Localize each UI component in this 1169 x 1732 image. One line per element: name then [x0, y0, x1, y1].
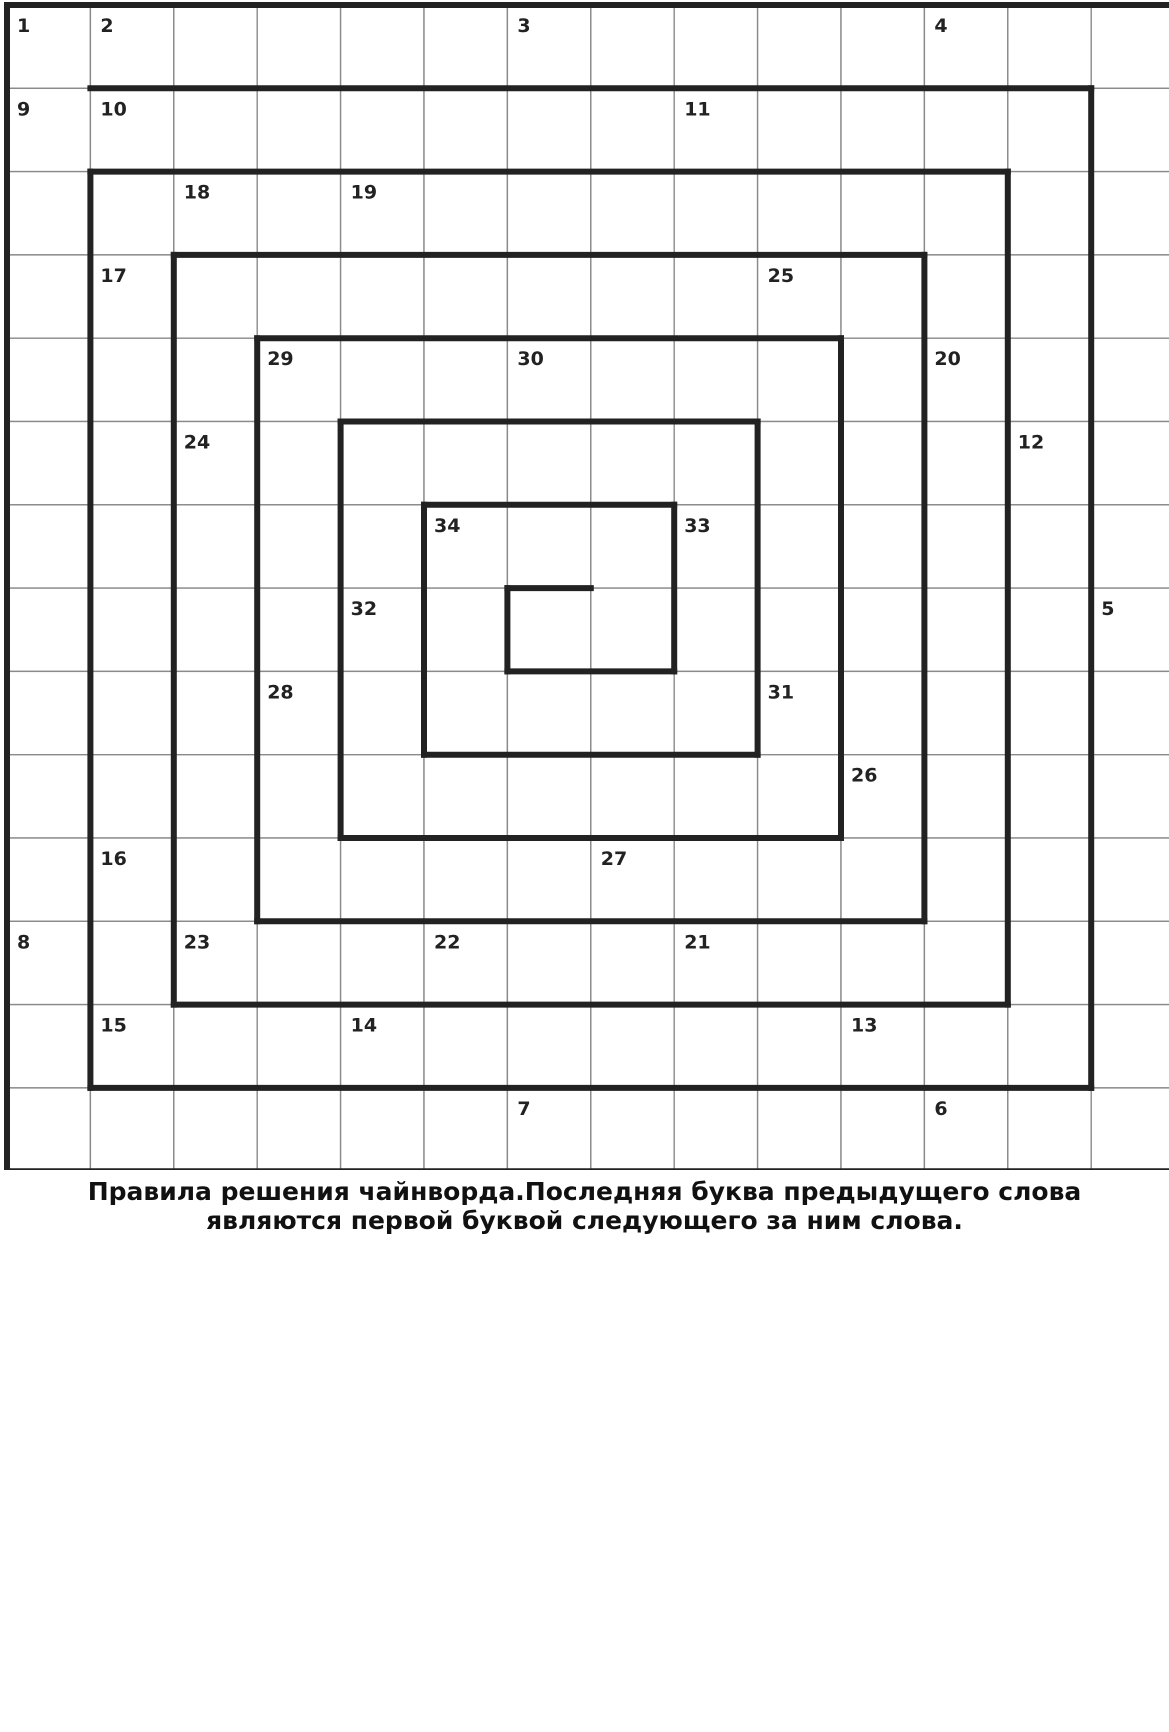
grid-cell[interactable] [591, 671, 674, 754]
grid-cell[interactable] [90, 921, 173, 1004]
grid-cell[interactable] [257, 1088, 340, 1170]
grid-cell[interactable] [174, 671, 257, 754]
grid-cell[interactable] [841, 338, 924, 421]
grid-cell[interactable] [90, 338, 173, 421]
grid-cell[interactable] [1091, 5, 1169, 88]
clue-number: 20 [934, 348, 961, 371]
grid-cell[interactable] [7, 1088, 90, 1170]
grid-cell[interactable] [674, 671, 757, 754]
grid-cell[interactable] [924, 255, 1007, 338]
grid-cell[interactable] [174, 755, 257, 838]
grid-cell[interactable] [424, 88, 507, 171]
grid-cell[interactable] [841, 88, 924, 171]
grid-cell[interactable] [674, 1088, 757, 1170]
grid-cell[interactable] [758, 1005, 841, 1088]
grid-cell[interactable] [841, 838, 924, 921]
clue-number: 12 [1017, 431, 1045, 454]
grid-cell[interactable] [341, 5, 424, 88]
clue-number: 31 [767, 681, 795, 704]
grid-cell[interactable] [7, 422, 90, 505]
grid-cell[interactable] [841, 5, 924, 88]
grid-cell[interactable] [924, 88, 1007, 171]
grid-cell[interactable] [591, 255, 674, 338]
grid-cell[interactable] [674, 588, 757, 671]
grid-cell[interactable] [341, 338, 424, 421]
grid-cell[interactable] [1091, 338, 1169, 421]
grid-cell[interactable] [1008, 5, 1091, 88]
grid-cell[interactable] [1008, 255, 1091, 338]
grid-cell[interactable] [424, 255, 507, 338]
clue-number: 7 [517, 1097, 531, 1120]
grid-cell[interactable] [257, 838, 340, 921]
grid-cell[interactable] [424, 5, 507, 88]
grid-cell[interactable] [341, 921, 424, 1004]
clue-number: 16 [100, 848, 127, 870]
grid-cell[interactable] [507, 838, 590, 921]
grid-cell[interactable] [1091, 88, 1169, 171]
grid-cell[interactable] [257, 1005, 340, 1088]
clue-number: 18 [183, 181, 211, 204]
grid-cell[interactable] [674, 5, 757, 88]
clue-number: 27 [600, 848, 628, 870]
grid-cell[interactable] [507, 755, 590, 838]
grid-cell[interactable] [1091, 255, 1169, 338]
clue-number: 3 [517, 15, 531, 37]
grid-cell[interactable] [758, 1088, 841, 1170]
clue-number: 17 [100, 264, 127, 287]
grid-cell[interactable] [1008, 1088, 1091, 1170]
clue-number: 33 [684, 514, 711, 537]
grid-cell[interactable] [174, 1005, 257, 1088]
grid-cell[interactable] [257, 172, 340, 255]
grid-cell[interactable] [674, 422, 757, 505]
grid-cell[interactable] [507, 422, 590, 505]
grid-cell[interactable] [841, 505, 924, 588]
grid-cell[interactable] [424, 1088, 507, 1170]
clue-number: 4 [934, 15, 948, 37]
grid-cell[interactable] [90, 1088, 173, 1170]
grid-cell[interactable] [758, 172, 841, 255]
grid-cell[interactable] [758, 505, 841, 588]
grid-cell[interactable] [90, 172, 173, 255]
grid-cell[interactable] [507, 255, 590, 338]
grid-cell[interactable] [7, 255, 90, 338]
grid-cell[interactable] [424, 671, 507, 754]
grid-cell[interactable] [507, 1005, 590, 1088]
clue-number: 29 [267, 348, 294, 371]
grid-cell[interactable] [758, 921, 841, 1004]
grid-cell[interactable] [1008, 338, 1091, 421]
grid-cell[interactable] [341, 88, 424, 171]
grid-cell[interactable] [7, 338, 90, 421]
grid-cell[interactable] [341, 838, 424, 921]
grid-cell[interactable] [257, 5, 340, 88]
grid-cell[interactable] [7, 755, 90, 838]
grid-cell[interactable] [1008, 505, 1091, 588]
grid-cell[interactable] [257, 755, 340, 838]
grid-cell[interactable] [924, 422, 1007, 505]
grid-cell[interactable] [257, 588, 340, 671]
clue-number: 6 [934, 1097, 948, 1120]
grid-cell[interactable] [7, 172, 90, 255]
clue-number: 2 [100, 15, 114, 37]
grid-cell[interactable] [1091, 1088, 1169, 1170]
grid-cell[interactable] [758, 338, 841, 421]
grid-cell[interactable] [341, 1088, 424, 1170]
grid-cell[interactable] [341, 505, 424, 588]
grid-cell[interactable] [841, 255, 924, 338]
grid-cell[interactable] [841, 1088, 924, 1170]
grid-cell[interactable] [841, 422, 924, 505]
clue-number: 19 [350, 181, 378, 204]
grid-cell[interactable] [1008, 1005, 1091, 1088]
clue-number: 28 [267, 681, 294, 704]
grid-cell[interactable] [1008, 588, 1091, 671]
clue-number: 22 [434, 931, 461, 954]
clue-number: 15 [100, 1014, 127, 1037]
grid-cell[interactable] [1008, 838, 1091, 921]
grid-cell[interactable] [1091, 838, 1169, 921]
grid-cell[interactable] [924, 755, 1007, 838]
grid-cell[interactable] [424, 422, 507, 505]
grid-cell[interactable] [674, 755, 757, 838]
grid-cell[interactable] [257, 921, 340, 1004]
grid-cell[interactable] [341, 422, 424, 505]
clue-number: 30 [517, 348, 544, 371]
grid-cell[interactable] [424, 1005, 507, 1088]
grid-cell[interactable] [174, 5, 257, 88]
grid-cell[interactable] [90, 755, 173, 838]
grid-cell[interactable] [591, 338, 674, 421]
grid-cell[interactable] [174, 1088, 257, 1170]
grid-cell[interactable] [90, 671, 173, 754]
grid-cell[interactable] [758, 422, 841, 505]
grid-cell[interactable] [924, 838, 1007, 921]
grid-cell[interactable] [1091, 505, 1169, 588]
grid-cell[interactable] [424, 755, 507, 838]
grid-cell[interactable] [758, 5, 841, 88]
grid-cell[interactable] [1008, 755, 1091, 838]
clue-number: 34 [434, 514, 461, 537]
grid-cell[interactable] [507, 921, 590, 1004]
grid-cell[interactable] [591, 172, 674, 255]
grid-cell[interactable] [758, 755, 841, 838]
grid-cell[interactable] [7, 505, 90, 588]
grid-cell[interactable] [174, 88, 257, 171]
grid-cell[interactable] [7, 671, 90, 754]
grid-cell[interactable] [1091, 172, 1169, 255]
clue-number: 25 [767, 264, 795, 287]
grid-cell[interactable] [174, 588, 257, 671]
clue-number: 13 [851, 1014, 878, 1037]
rules-caption: Правила решения чайнворда.Последняя буква предыдущего слова являются первой буквой следующего за ним слова. [87, 1177, 1082, 1235]
grid-cell[interactable] [1091, 755, 1169, 838]
grid-cell[interactable] [841, 671, 924, 754]
grid-cell[interactable] [924, 172, 1007, 255]
grid-cell[interactable] [341, 671, 424, 754]
grid-cell[interactable] [507, 588, 590, 671]
grid-cell[interactable] [90, 422, 173, 505]
grid-cell[interactable] [758, 588, 841, 671]
grid-cell[interactable] [924, 921, 1007, 1004]
grid-cell[interactable] [7, 588, 90, 671]
clue-number: 32 [350, 598, 378, 621]
grid-cell[interactable] [257, 88, 340, 171]
grid-cell[interactable] [841, 921, 924, 1004]
grid-cell[interactable] [758, 88, 841, 171]
clue-number: 1 [17, 15, 31, 37]
grid-cell[interactable] [424, 588, 507, 671]
clue-number: 21 [684, 931, 711, 954]
grid-cell[interactable] [257, 255, 340, 338]
clue-number: 9 [17, 98, 31, 121]
grid-cell[interactable] [174, 838, 257, 921]
grid-cell[interactable] [674, 838, 757, 921]
grid-cell[interactable] [174, 505, 257, 588]
grid-cell[interactable] [507, 172, 590, 255]
grid-cell[interactable] [841, 172, 924, 255]
grid-cell[interactable] [1091, 422, 1169, 505]
grid-cell[interactable] [924, 505, 1007, 588]
grid-cell[interactable] [591, 88, 674, 171]
grid-cell[interactable] [341, 255, 424, 338]
grid-cell[interactable] [674, 1005, 757, 1088]
grid-cell[interactable] [1091, 671, 1169, 754]
grid-cell[interactable] [591, 1005, 674, 1088]
grid-cell[interactable] [674, 172, 757, 255]
grid-cell[interactable] [257, 505, 340, 588]
grid-cell[interactable] [7, 1005, 90, 1088]
grid-cell[interactable] [257, 422, 340, 505]
grid-cell[interactable] [7, 838, 90, 921]
grid-cell[interactable] [591, 1088, 674, 1170]
clue-number: 11 [684, 98, 711, 121]
clue-number: 26 [851, 764, 878, 787]
grid-cell[interactable] [174, 255, 257, 338]
grid-cell[interactable] [591, 921, 674, 1004]
grid-cell[interactable] [1008, 172, 1091, 255]
grid-cell[interactable] [424, 838, 507, 921]
grid-cell[interactable] [341, 755, 424, 838]
grid-cell[interactable] [1008, 921, 1091, 1004]
clue-number: 23 [183, 931, 211, 954]
grid-cell[interactable] [924, 1005, 1007, 1088]
clue-number: 5 [1101, 598, 1115, 621]
grid-cell[interactable] [507, 505, 590, 588]
grid-cell[interactable] [924, 671, 1007, 754]
grid-cell[interactable] [507, 671, 590, 754]
grid-cell[interactable] [1091, 921, 1169, 1004]
grid-cell[interactable] [758, 838, 841, 921]
clue-number: 24 [183, 431, 211, 454]
grid-cell[interactable] [90, 588, 173, 671]
grid-cell[interactable] [1091, 1005, 1169, 1088]
grid-cell[interactable] [174, 338, 257, 421]
grid-cell[interactable] [591, 588, 674, 671]
grid-cell[interactable] [591, 422, 674, 505]
grid-cell[interactable] [1008, 88, 1091, 171]
grid-cell[interactable] [924, 588, 1007, 671]
grid-cell[interactable] [841, 588, 924, 671]
grid-cell[interactable] [591, 505, 674, 588]
grid-cell[interactable] [90, 505, 173, 588]
clue-number: 10 [100, 98, 127, 121]
grid-cell[interactable] [424, 338, 507, 421]
clue-number: 14 [350, 1014, 378, 1037]
grid-cell[interactable] [1008, 671, 1091, 754]
grid-cell[interactable] [674, 338, 757, 421]
clue-number: 8 [17, 931, 31, 954]
grid-cell[interactable] [674, 255, 757, 338]
grid-cell[interactable] [424, 172, 507, 255]
grid-cell[interactable] [591, 5, 674, 88]
grid-cell[interactable] [591, 755, 674, 838]
grid-cell[interactable] [507, 88, 590, 171]
